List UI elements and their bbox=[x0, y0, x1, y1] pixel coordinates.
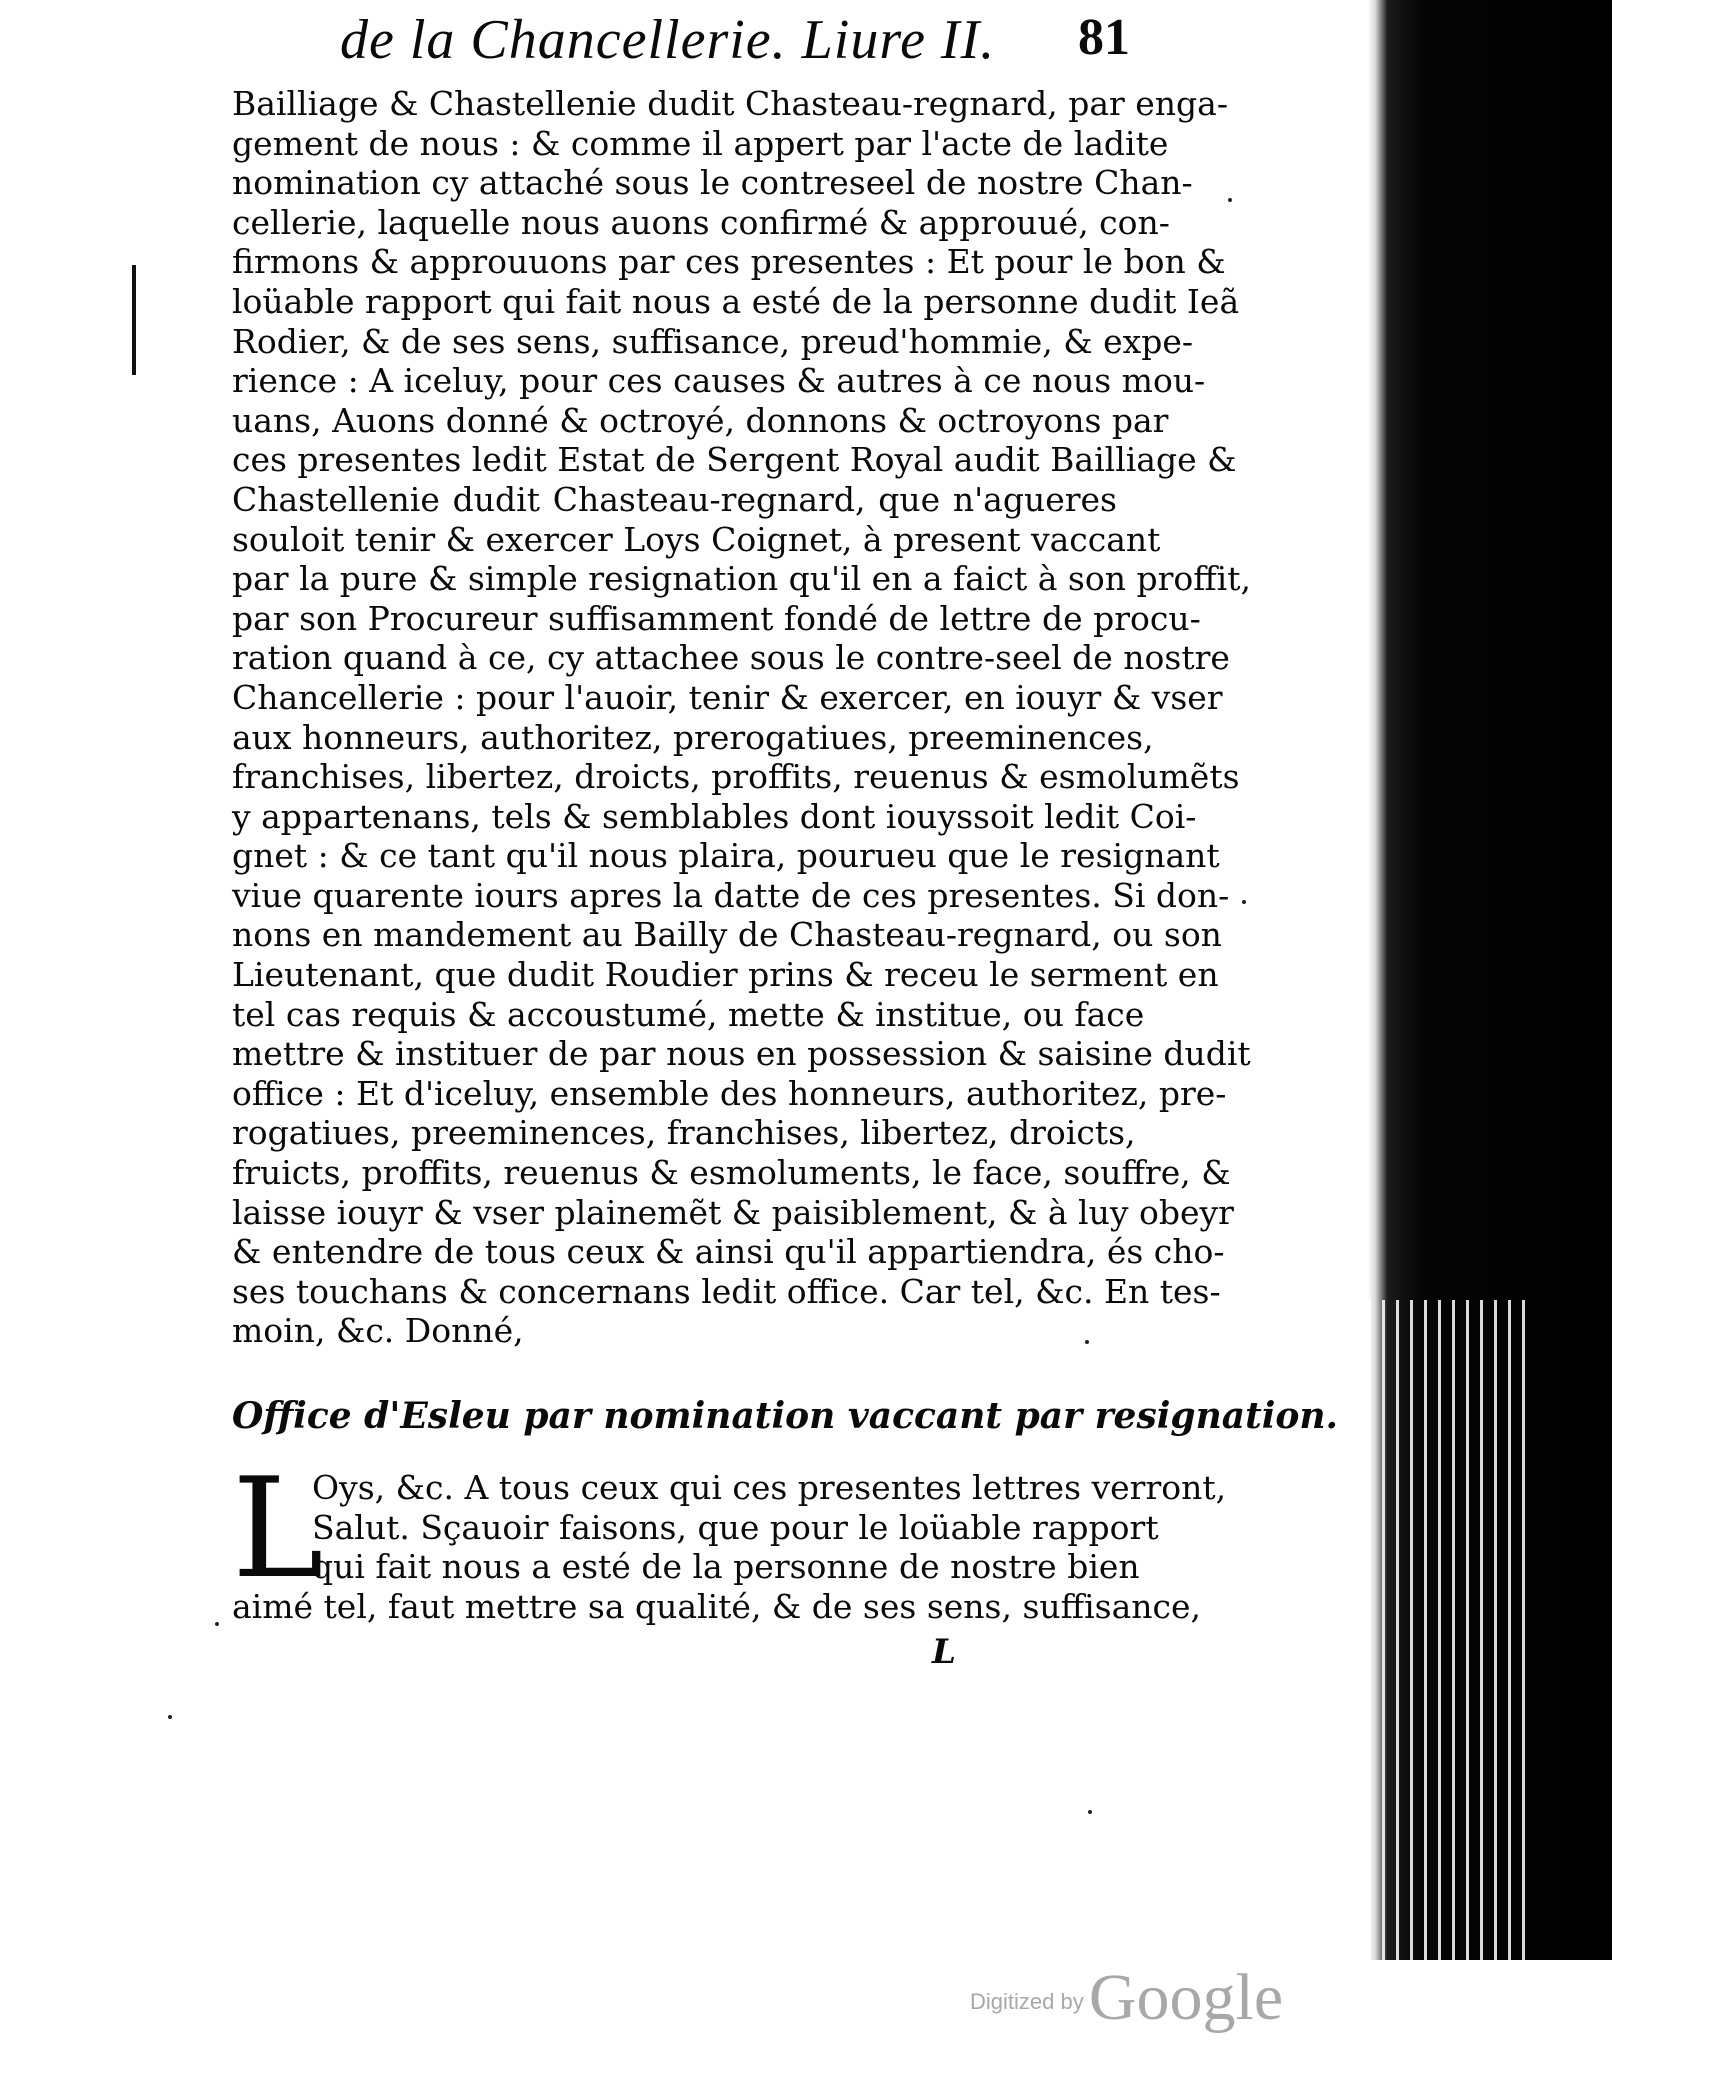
text-line: nons en mandement au Bailly de Chasteau-regnard, ou son bbox=[232, 915, 1222, 955]
ink-speck bbox=[1242, 900, 1246, 904]
text-line: ses touchans & concernans ledit office. Car tel, &c. En tes- bbox=[232, 1271, 1221, 1311]
ink-speck bbox=[1085, 1340, 1089, 1344]
text-line: gnet : & ce tant qu'il nous plaira, pourueu que le resignant bbox=[232, 836, 1220, 876]
digitized-by-label: Digitized by bbox=[970, 1989, 1084, 2014]
digitized-by-watermark bbox=[970, 1960, 1283, 2036]
text-line: y appartenans, tels & semblables dont iouyssoit ledit Coi- bbox=[232, 796, 1197, 836]
text-line: par la pure & simple resignation qu'il en a faict à son proffit, bbox=[232, 559, 1251, 599]
running-head: de la Chancellerie. Liure II. bbox=[340, 9, 996, 71]
page-number: 81 bbox=[1078, 9, 1130, 66]
text-line: firmons & approuuons par ces presentes : Et pour le bon & bbox=[232, 242, 1226, 282]
text-line: souloit tenir & exercer Loys Coignet, à present vaccant bbox=[232, 519, 1161, 559]
text-line: Salut. Sçauoir faisons, que pour le loüable rapport bbox=[312, 1507, 1159, 1547]
text-line: fruicts, proffits, reuenus & esmoluments, le face, souffre, & bbox=[232, 1153, 1231, 1193]
text-line: rogatiues, preeminences, franchises, libertez, droicts, bbox=[232, 1113, 1136, 1153]
catchword: L bbox=[932, 1632, 956, 1672]
google-logo: Google bbox=[1088, 1961, 1284, 2034]
drop-cap: L bbox=[232, 1448, 324, 1609]
text-line: uans, Auons donné & octroyé, donnons & octroyons par bbox=[232, 400, 1169, 440]
text-line: office : Et d'iceluy, ensemble des honneurs, authoritez, pre- bbox=[232, 1073, 1227, 1113]
text-line: tel cas requis & accoustumé, mette & institue, ou face bbox=[232, 994, 1145, 1034]
text-line: ces presentes ledit Estat de Sergent Royal audit Bailliage & bbox=[232, 440, 1237, 480]
section-title: Office d'Esleu par nomination vaccant par resignation. bbox=[232, 1395, 1339, 1437]
text-line: Rodier, & de ses sens, suffisance, preud'hommie, & expe- bbox=[232, 321, 1194, 361]
text-line: rience : A iceluy, pour ces causes & autres à ce nous mou- bbox=[232, 361, 1206, 401]
text-line: cellerie, laquelle nous auons confirmé & approuué, con- bbox=[232, 202, 1170, 242]
text-line: Bailliage & Chastellenie dudit Chasteau-regnard, par enga- bbox=[232, 84, 1229, 123]
text-line: ration quand à ce, cy attachee sous le contre-seel de nostre bbox=[232, 638, 1230, 678]
text-line: laisse iouyr & vser plainemẽt & paisiblement, & à luy obeyr bbox=[232, 1192, 1234, 1232]
text-line: & entendre de tous ceux & ainsi qu'il appartiendra, és cho- bbox=[232, 1232, 1225, 1272]
main-text-block bbox=[232, 84, 1251, 1351]
text-line: Chastellenie dudit Chasteau-regnard, que n'agueres bbox=[232, 479, 1117, 519]
text-line: Oys, &c. A tous ceux qui ces presentes lettres verront, bbox=[312, 1468, 1227, 1507]
text-line: Chancellerie : pour l'auoir, tenir & exercer, en iouyr & vser bbox=[232, 677, 1223, 717]
text-line: franchises, libertez, droicts, proffits, reuenus & esmolumẽts bbox=[232, 757, 1240, 797]
text-line: qui fait nous a esté de la personne de nostre bien bbox=[312, 1547, 1140, 1587]
text-line: gement de nous : & comme il appert par l'acte de ladite bbox=[232, 123, 1169, 163]
text-line: Lieutenant, que dudit Roudier prins & receu le serment en bbox=[232, 955, 1219, 995]
fore-edge-streaks bbox=[1368, 1300, 1528, 1960]
margin-mark bbox=[132, 265, 136, 375]
ink-speck bbox=[168, 1715, 172, 1719]
page-header bbox=[300, 8, 1130, 78]
text-line: moin, &c. Donné, bbox=[232, 1311, 524, 1351]
text-line: aux honneurs, authoritez, prerogatiues, preeminences, bbox=[232, 717, 1154, 757]
ink-speck bbox=[215, 1622, 219, 1626]
ink-speck bbox=[1228, 198, 1232, 202]
text-line: nomination cy attaché sous le contreseel de nostre Chan- bbox=[232, 163, 1193, 203]
ink-speck bbox=[1088, 1810, 1092, 1814]
text-line: mettre & instituer de par nous en possession & saisine dudit bbox=[232, 1034, 1251, 1074]
text-line: par son Procureur suffisamment fondé de lettre de procu- bbox=[232, 598, 1201, 638]
text-line: loüable rapport qui fait nous a esté de la personne dudit Ieã bbox=[232, 281, 1240, 321]
text-line: aimé tel, faut mettre sa qualité, & de ses sens, suffisance, bbox=[232, 1586, 1202, 1626]
text-line: viue quarente iours apres la datte de ces presentes. Si don- bbox=[232, 875, 1230, 915]
next-paragraph bbox=[232, 1468, 1227, 1626]
